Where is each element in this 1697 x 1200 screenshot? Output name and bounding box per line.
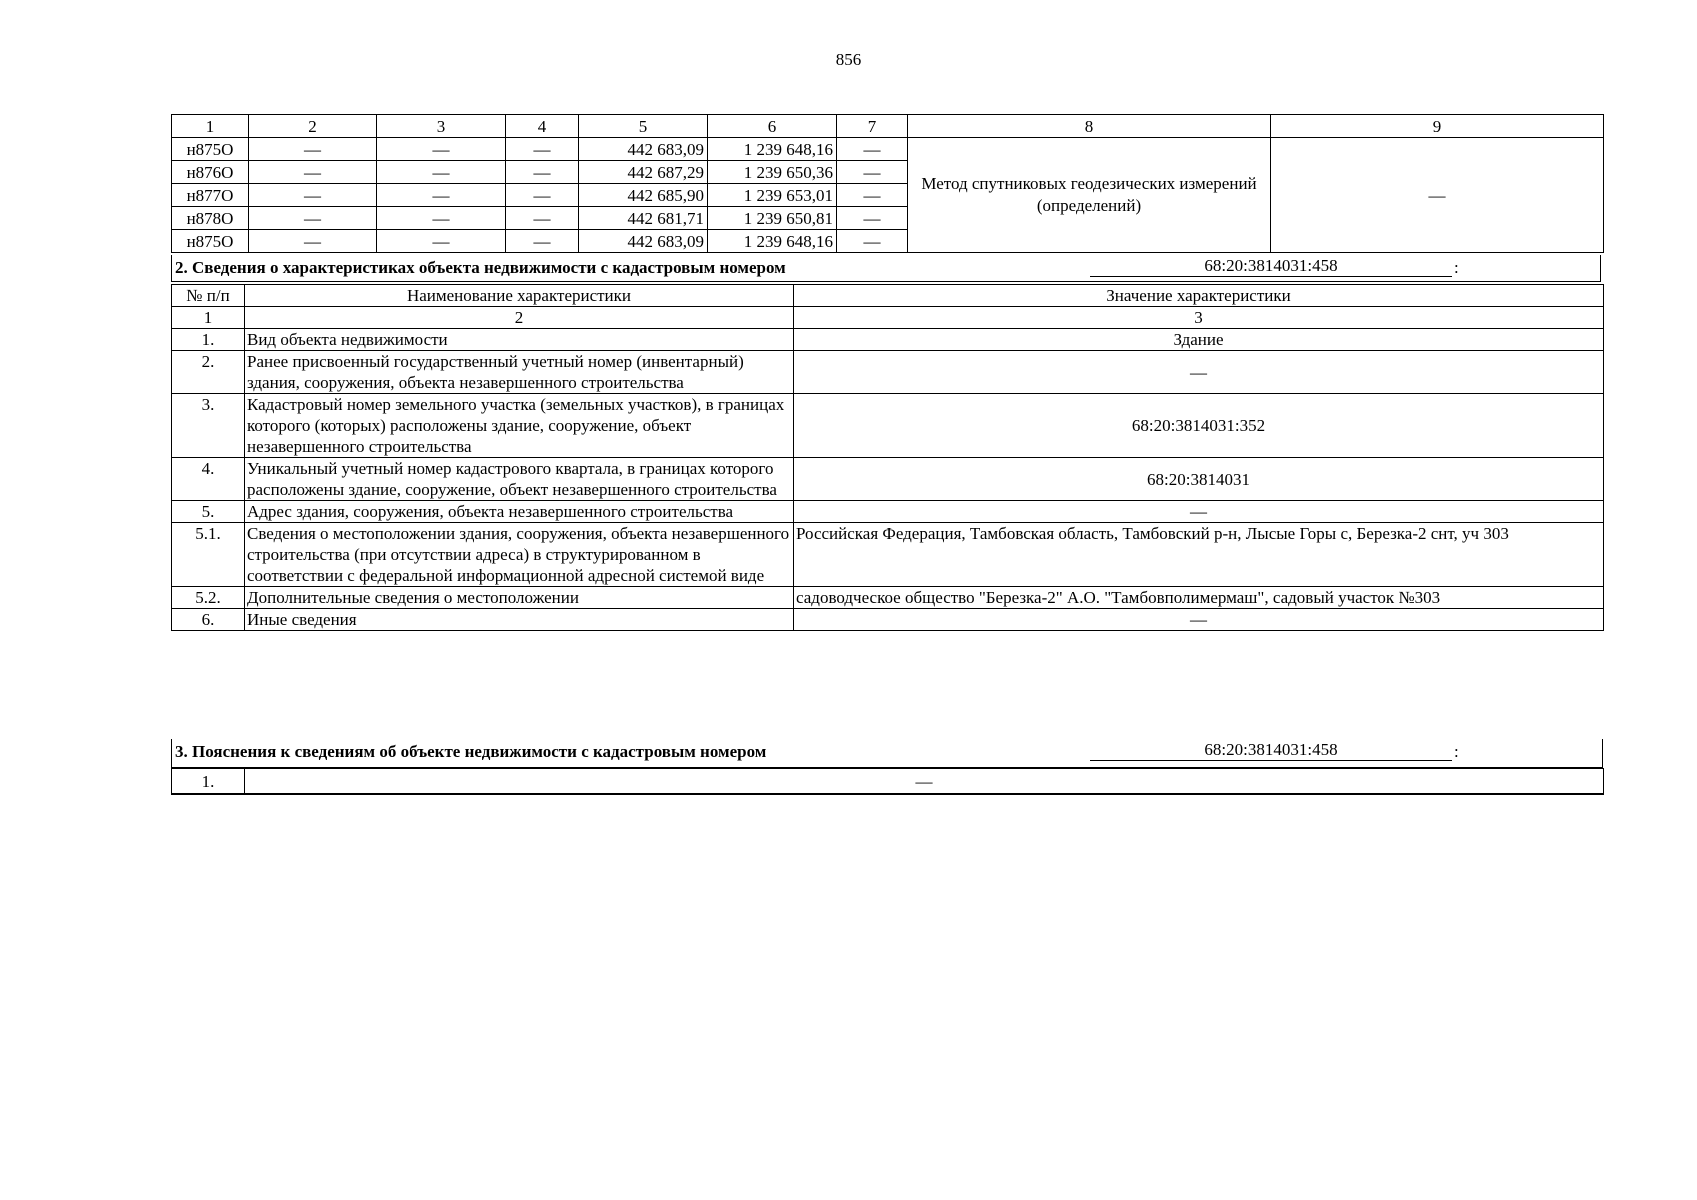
coord-cell: — bbox=[377, 161, 506, 184]
row-number: 5. bbox=[172, 501, 245, 523]
coord-cell: — bbox=[377, 230, 506, 253]
row-number: 4. bbox=[172, 458, 245, 501]
table-row bbox=[172, 769, 1604, 795]
coord-cell: — bbox=[249, 230, 377, 253]
section2-title: 2. Сведения о характеристиках объекта недвижимости с кадастровым номером bbox=[175, 258, 786, 277]
characteristic-value: — bbox=[794, 501, 1604, 523]
coord-col-header: 6 bbox=[708, 115, 837, 138]
coord-cell: — bbox=[377, 184, 506, 207]
table-row bbox=[172, 609, 1604, 631]
row-number: 2. bbox=[172, 351, 245, 394]
characteristic-value: 68:20:3814031 bbox=[794, 458, 1604, 501]
coord-header-row bbox=[172, 115, 1604, 138]
char-header-row bbox=[172, 285, 1604, 307]
row-number: 5.2. bbox=[172, 587, 245, 609]
coord-col-header: 4 bbox=[506, 115, 579, 138]
coord-cell: — bbox=[506, 161, 579, 184]
coord-cell: — bbox=[249, 138, 377, 161]
point-name: н877О bbox=[172, 184, 249, 207]
coord-cell: — bbox=[837, 138, 908, 161]
characteristic-name: Сведения о местоположении здания, сооружения, объекта незавершенного строительства (при отсутствии адреса) в структурированном в соответствии с федеральной информационной адресной системой виде bbox=[245, 523, 794, 587]
characteristic-name: Уникальный учетный номер кадастрового квартала, в границах которого расположены здание, сооружение, объект незавершенного строительства bbox=[245, 458, 794, 501]
section2-cadastral-number bbox=[1090, 256, 1452, 277]
section2-cadastral-number-text: 68:20:3814031:458 bbox=[1204, 256, 1338, 275]
coord-cell: — bbox=[837, 207, 908, 230]
coord-cell: — bbox=[506, 184, 579, 207]
coord-cell: — bbox=[249, 184, 377, 207]
coord-col-header: 9 bbox=[1271, 115, 1604, 138]
coord-x: 442 683,09 bbox=[579, 138, 708, 161]
explanation-value: — bbox=[245, 769, 1604, 795]
table-row bbox=[172, 501, 1604, 523]
characteristic-value: Здание bbox=[794, 329, 1604, 351]
coord-x: 442 687,29 bbox=[579, 161, 708, 184]
characteristic-name: Адрес здания, сооружения, объекта незавершенного строительства bbox=[245, 501, 794, 523]
coord-x: 442 683,09 bbox=[579, 230, 708, 253]
coord-cell: — bbox=[506, 230, 579, 253]
point-name: н878О bbox=[172, 207, 249, 230]
characteristic-value: 68:20:3814031:352 bbox=[794, 394, 1604, 458]
section3-colon: : bbox=[1454, 742, 1459, 761]
point-name: н875О bbox=[172, 138, 249, 161]
coord-col-header: 5 bbox=[579, 115, 708, 138]
char-col-number: 3 bbox=[794, 307, 1604, 329]
coord-cell: — bbox=[249, 207, 377, 230]
char-col-numbers-row bbox=[172, 307, 1604, 329]
table-row bbox=[172, 458, 1604, 501]
row-number: 6. bbox=[172, 609, 245, 631]
table-row bbox=[172, 394, 1604, 458]
coord-cell: — bbox=[506, 138, 579, 161]
row-number: 1. bbox=[172, 769, 245, 795]
section2-colon: : bbox=[1454, 258, 1459, 277]
coord-y: 1 239 650,81 bbox=[708, 207, 837, 230]
point-name: н876О bbox=[172, 161, 249, 184]
table-row bbox=[172, 587, 1604, 609]
coord-row bbox=[172, 138, 1604, 161]
characteristic-name: Вид объекта недвижимости bbox=[245, 329, 794, 351]
coord-cell: — bbox=[837, 161, 908, 184]
point-name: н875О bbox=[172, 230, 249, 253]
coord-y: 1 239 650,36 bbox=[708, 161, 837, 184]
coord-x: 442 685,90 bbox=[579, 184, 708, 207]
coord-col-header: 2 bbox=[249, 115, 377, 138]
coord-cell: — bbox=[377, 207, 506, 230]
coord-y: 1 239 648,16 bbox=[708, 138, 837, 161]
section2-header bbox=[171, 255, 1601, 282]
coord-col-header: 3 bbox=[377, 115, 506, 138]
characteristic-value: — bbox=[794, 609, 1604, 631]
row-number: 3. bbox=[172, 394, 245, 458]
characteristic-name: Кадастровый номер земельного участка (земельных участков), в границах которого (которых) расположены здание, сооружение, объект незавершенного строительства bbox=[245, 394, 794, 458]
section3-title: 3. Пояснения к сведениям об объекте недвижимости с кадастровым номером bbox=[175, 742, 767, 761]
section3-header bbox=[171, 739, 1603, 768]
table-row bbox=[172, 523, 1604, 587]
row-number: 1. bbox=[172, 329, 245, 351]
table-row bbox=[172, 329, 1604, 351]
col9-cell: — bbox=[1271, 138, 1604, 253]
table-row bbox=[172, 351, 1604, 394]
characteristic-name: Ранее присвоенный государственный учетный номер (инвентарный) здания, сооружения, объекта незавершенного строительства bbox=[245, 351, 794, 394]
char-col-number: 2 bbox=[245, 307, 794, 329]
page-number: 856 bbox=[835, 50, 862, 69]
characteristic-name: Дополнительные сведения о местоположении bbox=[245, 587, 794, 609]
char-col-header-name: Наименование характеристики bbox=[245, 285, 794, 307]
char-col-header-number: № п/п bbox=[172, 285, 245, 307]
coord-cell: — bbox=[249, 161, 377, 184]
coord-y: 1 239 653,01 bbox=[708, 184, 837, 207]
characteristics-table bbox=[171, 284, 1604, 631]
section3-cadastral-number-text: 68:20:3814031:458 bbox=[1204, 740, 1338, 759]
characteristic-value: — bbox=[794, 351, 1604, 394]
coordinates-table bbox=[171, 114, 1604, 253]
coord-cell: — bbox=[837, 184, 908, 207]
coord-y: 1 239 648,16 bbox=[708, 230, 837, 253]
char-col-number: 1 bbox=[172, 307, 245, 329]
char-col-header-value: Значение характеристики bbox=[794, 285, 1604, 307]
coord-col-header: 7 bbox=[837, 115, 908, 138]
coord-col-header: 1 bbox=[172, 115, 249, 138]
characteristic-value: садоводческое общество "Березка-2" А.О. "Тамбовполимермаш", садовый участок №303 bbox=[794, 587, 1604, 609]
method-cell: Метод спутниковых геодезических измерений (определений) bbox=[908, 138, 1271, 253]
characteristic-name: Иные сведения bbox=[245, 609, 794, 631]
explanations-table bbox=[171, 768, 1604, 795]
characteristic-value: Российская Федерация, Тамбовская область, Тамбовский р-н, Лысые Горы с, Березка-2 снт, уч 303 bbox=[794, 523, 1604, 587]
row-number: 5.1. bbox=[172, 523, 245, 587]
section3-cadastral-number bbox=[1090, 740, 1452, 761]
coord-col-header: 8 bbox=[908, 115, 1271, 138]
coord-cell: — bbox=[506, 207, 579, 230]
coord-x: 442 681,71 bbox=[579, 207, 708, 230]
coord-cell: — bbox=[837, 230, 908, 253]
coord-cell: — bbox=[377, 138, 506, 161]
